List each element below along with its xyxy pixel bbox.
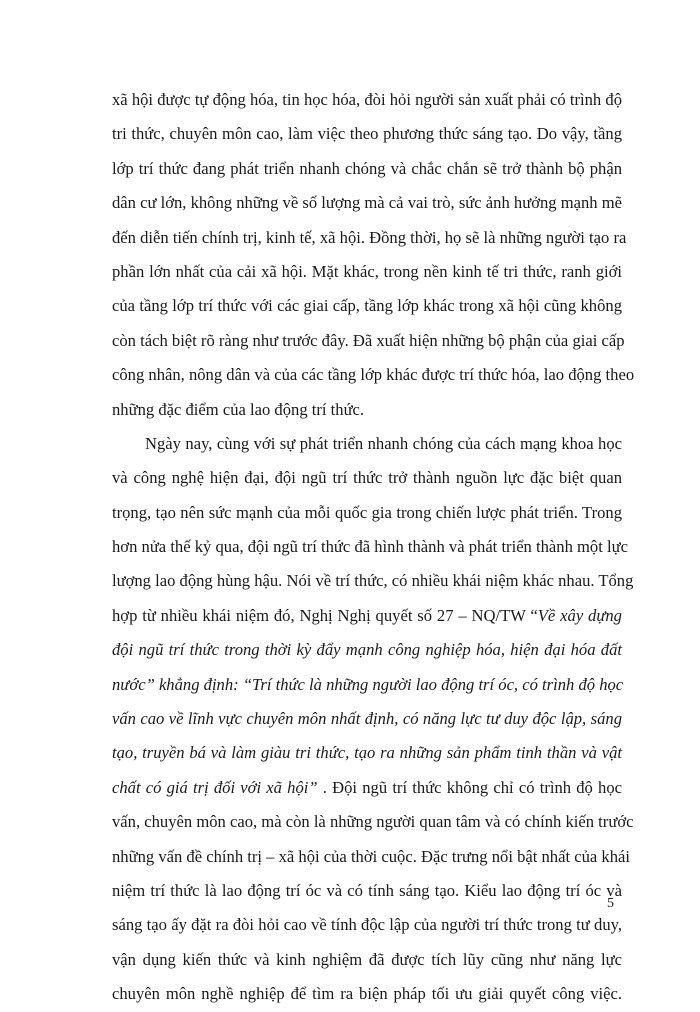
text-line: những đặc điểm của lao động trí thức. (112, 399, 365, 419)
paragraph-1 (112, 83, 635, 427)
page-number: 5 (607, 896, 614, 911)
text-line: phần lớn nhất của cải xã hội. Mặt khác, trong nền kinh tế tri thức, ranh giới (112, 261, 622, 281)
text-line: chuyên môn nghề nghiệp để tìm ra biện pháp tối ưu giải quyết công việc. (112, 984, 622, 1004)
text-line: đến diễn tiến chính trị, kinh tế, xã hội. Đồng thời, họ sẽ là những người tạo ra (112, 227, 627, 247)
text-line: tri thức, chuyên môn cao, làm việc theo phương thức sáng tạo. Do vậy, tầng (112, 124, 622, 144)
text-line: vận dụng kiến thức và kinh nghiệm đã được tích lũy cũng như năng lực (112, 949, 622, 969)
italic-quote-line: đội ngũ trí thức trong thời kỳ đẩy mạnh công nghiệp hóa, hiện đại hóa đất (112, 640, 622, 660)
italic-quote-line: nước” khẳng định: “Trí thức là những người lao động trí óc, có trình độ học (112, 674, 624, 694)
text-run: . Đội ngũ trí thức không chỉ có trình độ học (317, 777, 622, 797)
text-line: công nhân, nông dân và của các tầng lớp khác được trí thức hóa, lao động theo (112, 365, 635, 385)
italic-quote-line: vấn cao về lĩnh vực chuyên môn nhất định, có năng lực tư duy độc lập, sáng (112, 709, 622, 729)
paragraph-2 (112, 427, 634, 1012)
text-line: lượng lao động hùng hậu. Nói về trí thức, có nhiều khái niệm khác nhau. Tổng (112, 571, 634, 591)
text-line: dân cư lớn, không những về số lượng mà cả vai trò, sức ảnh hưởng mạnh mẽ (112, 193, 623, 213)
text-line: những vấn đề chính trị – xã hội của thời cuộc. Đặc trưng nổi bật nhất của khái (112, 846, 630, 866)
text-line: Ngày nay, cùng với sự phát triển nhanh chóng của cách mạng khoa học (145, 433, 622, 453)
text-line: niệm trí thức là lao động trí óc và có tính sáng tạo. Kiểu lao động trí óc và (112, 880, 622, 900)
italic-quote-line: tạo, truyền bá và làm giàu tri thức, tạo ra những sản phẩm tinh thần và vật (112, 743, 622, 763)
text-line: của tầng lớp trí thức với các giai cấp, tầng lớp khác trong xã hội cũng không (112, 296, 622, 316)
text-line: vấn, chuyên môn cao, mà còn là những người quan tâm và có chính kiến trước (112, 812, 634, 832)
text-line: xã hội được tự động hóa, tin học hóa, đòi hỏi người sản xuất phải có trình độ (112, 90, 622, 109)
text-line-mixed (112, 771, 622, 805)
text-line: hơn nửa thế kỷ qua, đội ngũ trí thức đã hình thành và phát triển thành một lực (112, 537, 628, 557)
text-line: và công nghệ hiện đại, đội ngũ trí thức trở thành nguồn lực đặc biệt quan (112, 468, 622, 488)
italic-quote-run: Về xây dựng (537, 605, 622, 625)
text-line: còn tách biệt rõ ràng như trước đây. Đã xuất hiện những bộ phận của giai cấp (112, 330, 625, 350)
text-line-mixed (112, 599, 622, 633)
document-page (112, 83, 635, 1012)
text-line: sáng tạo ấy đặt ra đòi hỏi cao về tính độc lập của người trí thức trong tư duy, (112, 915, 622, 935)
text-run: hợp từ nhiều khái niệm đó, Nghị Nghị quyết số 27 – NQ/TW “ (112, 605, 538, 625)
italic-quote-run: chất có giá trị đối với xã hội” (112, 777, 318, 797)
text-line: trọng, tạo nên sức mạnh của mỗi quốc gia trong chiến lược phát triển. Trong (112, 502, 622, 522)
text-line: lớp trí thức đang phát triển nhanh chóng và chắc chắn sẽ trở thành bộ phận (112, 158, 622, 178)
